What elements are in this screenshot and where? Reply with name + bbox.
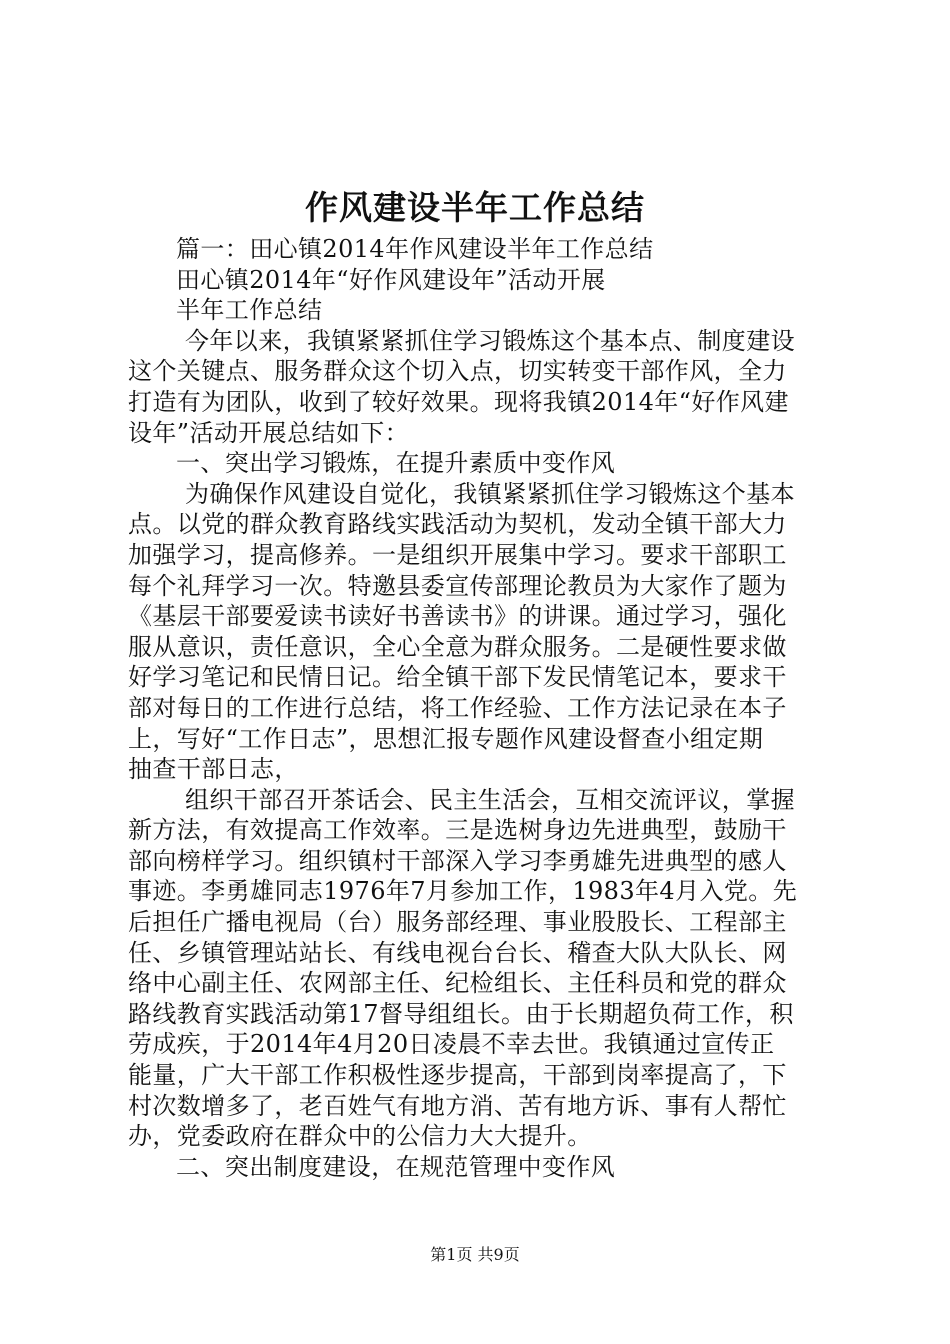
text-line: 上，写好“工作日志”，思想汇报专题作风建设督查小组定期	[128, 724, 764, 753]
text-line: 为确保作风建设自觉化，我镇紧紧抓住学习锻炼这个基本	[185, 479, 795, 508]
section-heading: 二、突出制度建设，在规范管理中变作风	[176, 1152, 616, 1181]
text-line: 络中心副主任、农网部主任、纪检组长、主任科员和党的群众	[128, 969, 787, 998]
text-line: 能量，广大干部工作积极性逐步提高，干部到岗率提高了，下	[128, 1061, 787, 1090]
text-line: 《基层干部要爱读书读好书善读书》的讲课。通过学习，强化	[128, 602, 787, 631]
text-line: 好学习笔记和民情日记。给全镇干部下发民情笔记本，要求干	[128, 663, 787, 692]
text-line: 后担任广播电视局（台）服务部经理、事业股股长、工程部主	[128, 908, 787, 937]
text-line: 新方法，有效提高工作效率。三是选树身边先进典型，鼓励干	[128, 816, 787, 845]
text-line: 篇一：田心镇2014年作风建设半年工作总结	[176, 235, 654, 263]
text-line: 部向榜样学习。组织镇村干部深入学习李勇雄先进典型的感人	[128, 846, 787, 875]
text-line: 打造有为团队，收到了较好效果。现将我镇2014年“好作风建	[128, 387, 789, 416]
text-line: 设年”活动开展总结如下：	[128, 418, 410, 447]
text-line: 点。以党的群众教育路线实践活动为契机，发动全镇干部大力	[128, 510, 787, 539]
page-number-footer: 第1页 共9页	[430, 1245, 520, 1264]
text-line: 村次数增多了，老百姓气有地方消、苦有地方诉、事有人帮忙	[128, 1091, 787, 1120]
text-line: 任、乡镇管理站站长、有线电视台台长、稽查大队大队长、网	[128, 938, 787, 967]
text-line: 今年以来，我镇紧紧抓住学习锻炼这个基本点、制度建设	[185, 326, 795, 355]
text-line: 组织干部召开茶话会、民主生活会，互相交流评议，掌握	[185, 785, 795, 814]
text-line: 加强学习，提高修养。一是组织开展集中学习。要求干部职工	[128, 540, 787, 569]
text-line: 事迹。李勇雄同志1976年7月参加工作，1983年4月入党。先	[128, 877, 798, 906]
text-line: 田心镇2014年“好作风建设年”活动开展	[176, 265, 606, 294]
section-heading: 一、突出学习锻炼，在提升素质中变作风	[176, 449, 616, 478]
document-body	[128, 234, 833, 1182]
document-title: 作风建设半年工作总结	[305, 188, 645, 227]
text-line: 抽查干部日志，	[128, 755, 299, 784]
text-line: 部对每日的工作进行总结，将工作经验、工作方法记录在本子	[128, 693, 787, 722]
text-line: 这个关键点、服务群众这个切入点，切实转变干部作风，全力	[128, 357, 787, 386]
text-line: 服从意识，责任意识，全心全意为群众服务。二是硬性要求做	[128, 632, 787, 661]
text-line: 路线教育实践活动第17督导组组长。由于长期超负荷工作，积	[128, 999, 794, 1028]
text-line: 半年工作总结	[176, 296, 323, 325]
text-line: 办，党委政府在群众中的公信力大大提升。	[128, 1122, 592, 1151]
text-line: 每个礼拜学习一次。特邀县委宣传部理论教员为大家作了题为	[128, 571, 787, 600]
text-line: 劳成疾，于2014年4月20日凌晨不幸去世。我镇通过宣传正	[128, 1030, 775, 1059]
